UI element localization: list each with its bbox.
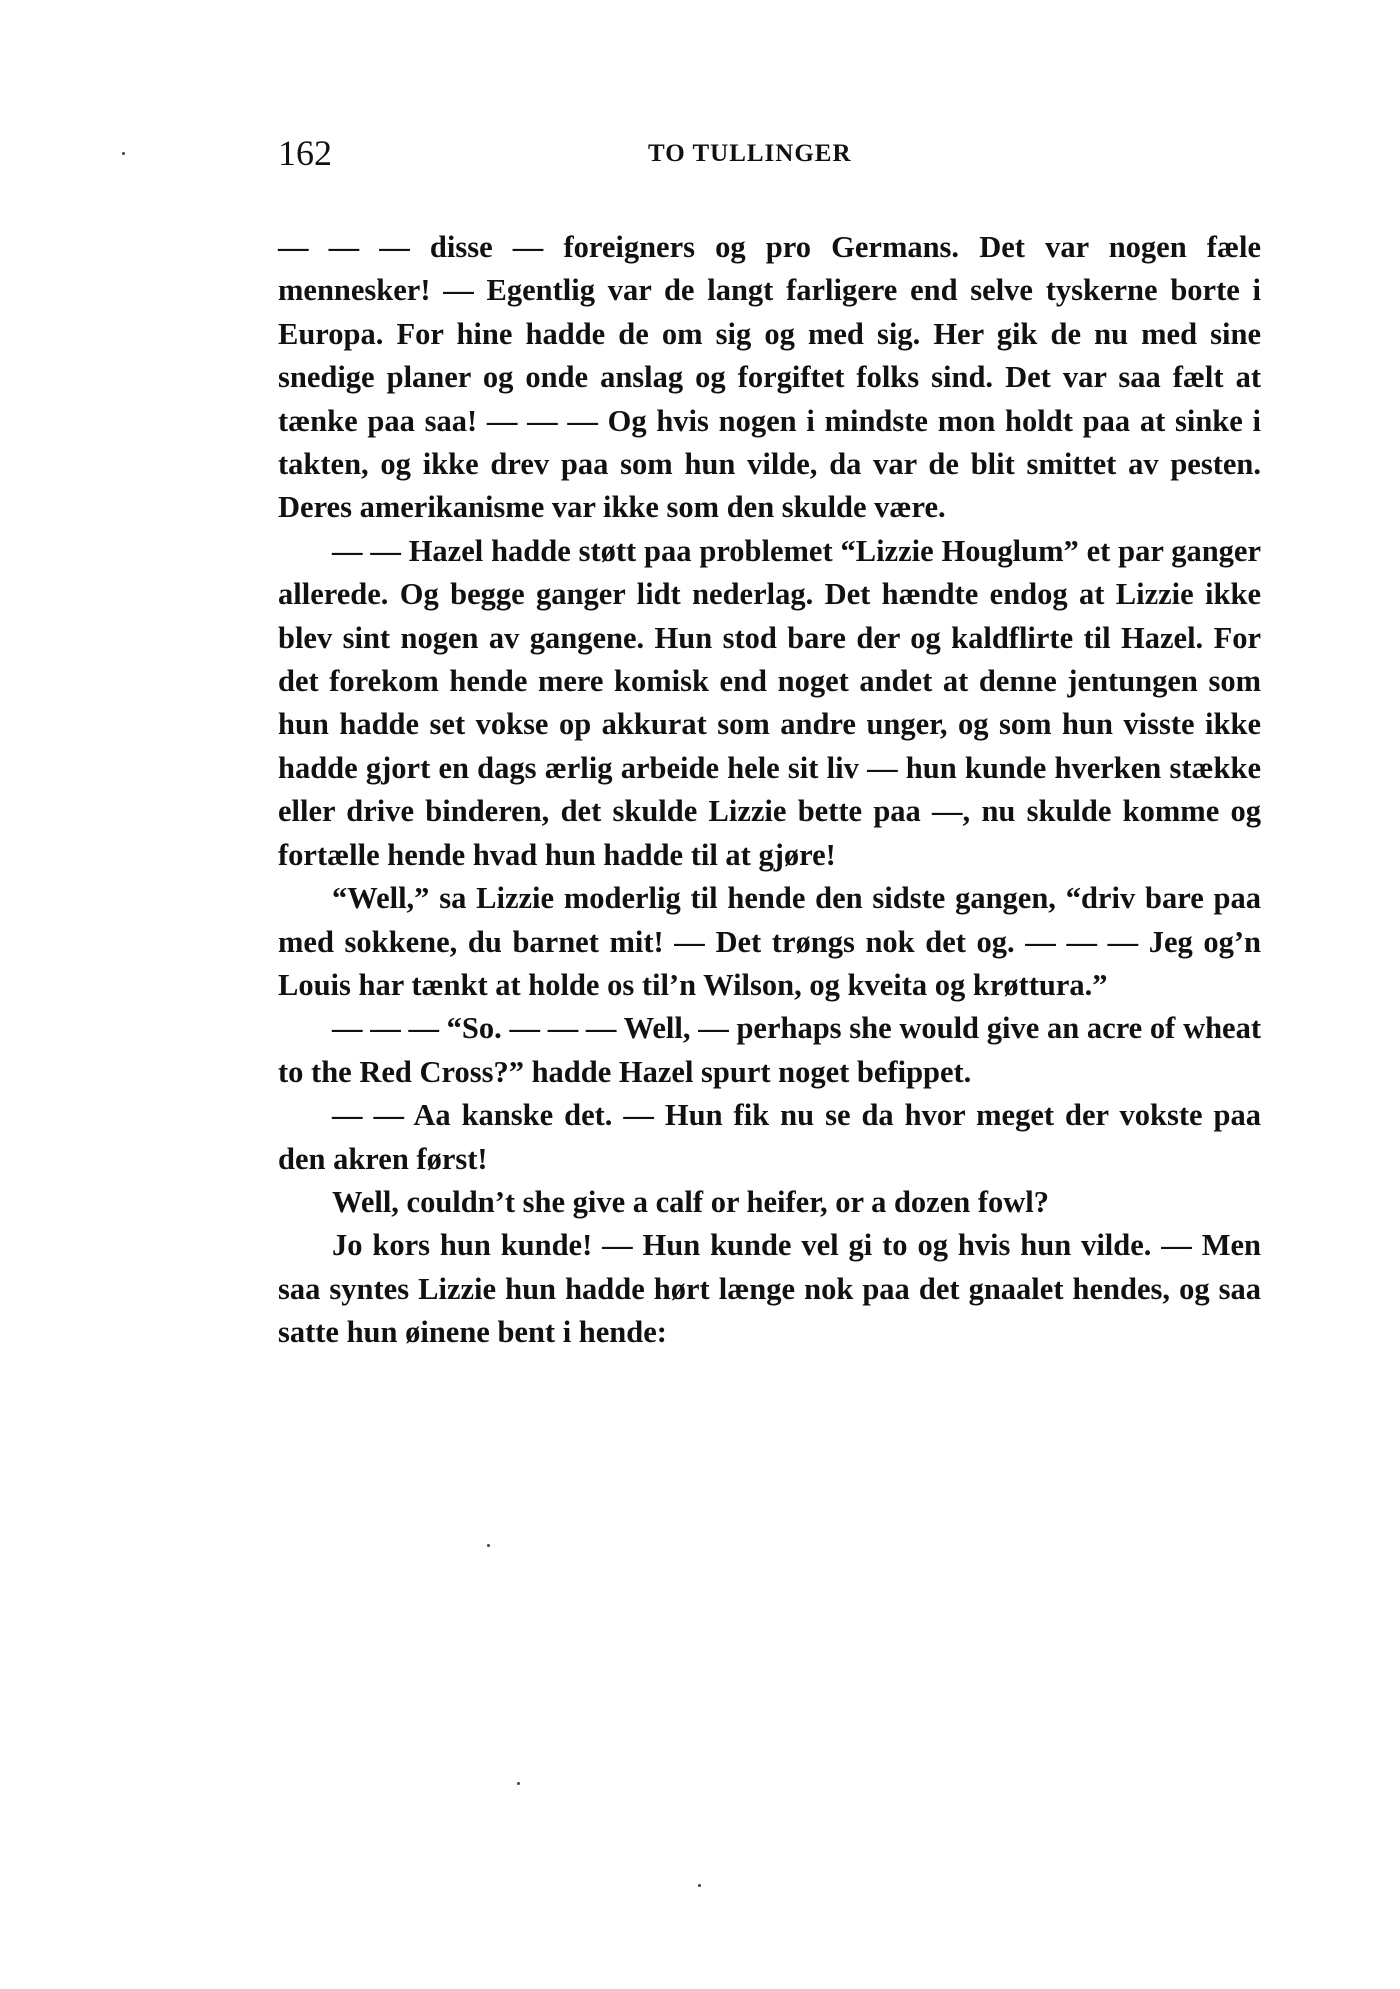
running-header <box>278 133 1261 173</box>
paragraph: — — Aa kanske det. — Hun fik nu se da hvor meget der vokste paa den akren først! <box>278 1098 1261 1176</box>
scan-speck <box>517 1782 520 1785</box>
scan-speck <box>122 152 125 155</box>
paragraph: “Well,” sa Lizzie moderlig til hende den sidste gangen, “driv bare paa med sokkene, du barnet mit! — Det trøngs nok det og. — — — Jeg og’n Louis har tænkt at holde os til’n Wilson, og kveita og krøttura.” <box>278 881 1261 1002</box>
paragraph: — — Hazel hadde støtt paa problemet “Lizzie Houglum” et par ganger allerede. Og begge ganger lidt nederlag. Det hændte endog at Lizzie ikke blev sint nogen av gangene. Hun stod bare der og kaldflirte til Hazel. For det forekom hende mere komisk end noget andet at denne jentungen som hun hadde set vokse op akkurat som andre unger, og som hun visste ikke hadde gjort en dags ærlig arbeide hele sit liv — hun kunde hverken stække eller drive binderen, det skulde Lizzie bette paa —, nu skulde komme og fortælle hende hvad hun hadde til at gjøre! <box>278 533 1261 872</box>
paragraph: Well, couldn’t she give a calf or heifer, or a dozen fowl? <box>332 1184 1049 1219</box>
body-text <box>278 226 1261 1355</box>
running-title: TO TULLINGER <box>648 140 852 167</box>
scan-speck <box>698 1884 701 1887</box>
page-number: 162 <box>278 133 332 173</box>
scan-speck <box>487 1544 490 1547</box>
paragraph: — — — “So. — — — Well, — perhaps she would give an acre of wheat to the Red Cross?” hadde Hazel spurt noget befippet. <box>278 1011 1261 1089</box>
paragraph: — — — disse — foreigners og pro Germans. Det var nogen fæle mennesker! — Egentlig var de langt farligere end selve tyskerne borte i Europa. For hine hadde de om sig og med sig. Her gik de nu med sine snedige planer og onde anslag og forgiftet folks sind. Det var saa fælt at tænke paa saa! — — — Og hvis nogen i mindste mon holdt paa at sinke i takten, og ikke drev paa som hun vilde, da var de blit smittet av pesten. Deres amerikanisme var ikke som den skulde være. <box>278 230 1261 525</box>
paragraph: Jo kors hun kunde! — Hun kunde vel gi to og hvis hun vilde. — Men saa syntes Lizzie hun hadde hørt længe nok paa det gnaalet hendes, og saa satte hun øinene bent i hende: <box>278 1228 1261 1350</box>
